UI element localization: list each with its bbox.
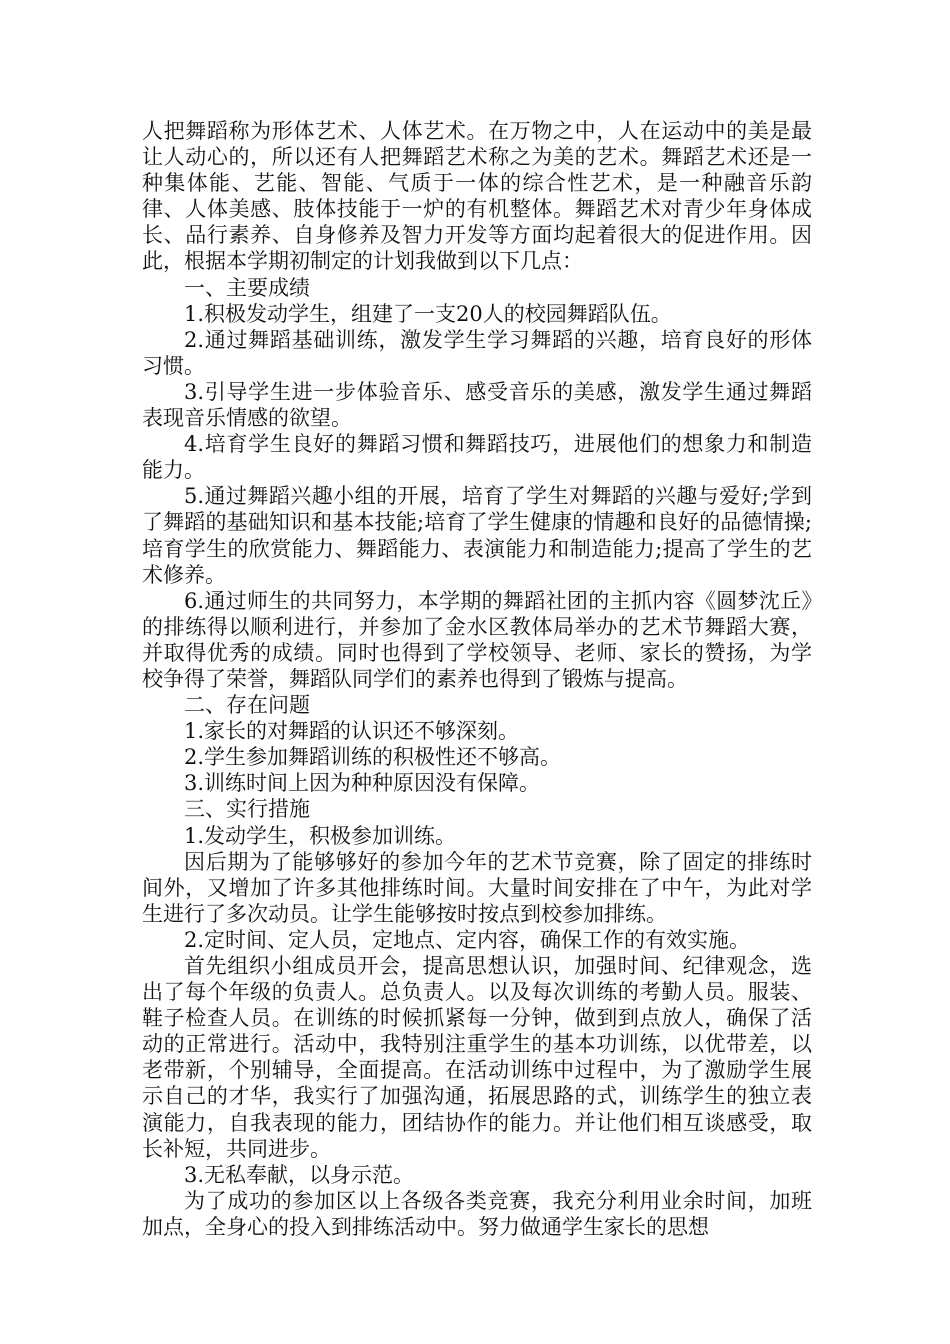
section-heading-achievements: 一、主要成绩 bbox=[184, 275, 310, 300]
measure-3-body: 为了成功的参加区以上各级各类竞赛，我充分利用业余时间，加班加点，全身心的投入到排练活动中。努力做通学生家长的思想 bbox=[142, 1188, 812, 1239]
measure-2-body: 首先组织小组成员开会，提高思想认识，加强时间、纪律观念，选出了每个年级的负责人。总负责人。以及每次训练的考勤人员。服装、鞋子检查人员。在训练的时候抓紧每一分钟，做到到点放人，确保了活动的正常进行。活动中，我特别注重学生的基本功训练，以优带差，以老带新，个别辅导，全面提高。在活动训练中过程中，为了激励学生展示自己的才华，我实行了加强沟通，拓展思路的式，训练学生的独立表演能力，自我表现的能力，团结协作的能力。并让他们相互谈感受，取长补短，共同进步。 bbox=[142, 954, 812, 1161]
intro-paragraph: 人把舞蹈称为形体艺术、人体艺术。在万物之中，人在运动中的美是最让人动心的，所以还有人把舞蹈艺术称之为美的艺术。舞蹈艺术还是一种集体能、艺能、智能、气质于一体的综合性艺术，是一种融音乐韵律、人体美感、肢体技能于一炉的有机整体。舞蹈艺术对青少年身体成长、品行素养、自身修养及智力开发等方面均起着很大的促进作用。因此，根据本学期初制定的计划我做到以下几点： bbox=[142, 119, 812, 274]
document-page bbox=[142, 118, 812, 1240]
measure-item-2: 2.定时间、定人员，定地点、定内容，确保工作的有效实施。 bbox=[184, 927, 751, 952]
measure-item-1: 1.发动学生，积极参加训练。 bbox=[184, 823, 457, 848]
achievement-item-5: 5.通过舞蹈兴趣小组的开展，培育了学生对舞蹈的兴趣与爱好;学到了舞蹈的基础知识和基本技能;培育了学生健康的情趣和良好的品德情操;培育学生的欣赏能力、舞蹈能力、表演能力和制造能力;提高了学生的艺术修养。 bbox=[142, 484, 812, 587]
measure-1-body: 因后期为了能够够好的参加今年的艺术节竞赛，除了固定的排练时间外，又增加了许多其他排练时间。大量时间安排在了中午，为此对学生进行了多次动员。让学生能够按时按点到校参加排练。 bbox=[142, 849, 812, 926]
section-heading-problems: 二、存在问题 bbox=[184, 693, 310, 718]
achievement-item-6: 6.通过师生的共同努力，本学期的舞蹈社团的主抓内容《圆梦沈丘》的排练得以顺利进行，并参加了金水区教体局举办的艺术节舞蹈大赛，并取得优秀的成绩。同时也得到了学校领导、老师、家长的赞扬，为学校争得了荣誉，舞蹈队同学们的素养也得到了锻炼与提高。 bbox=[142, 588, 812, 691]
section-heading-measures: 三、实行措施 bbox=[184, 797, 310, 822]
achievement-item-3: 3.引导学生进一步体验音乐、感受音乐的美感，激发学生通过舞蹈表现音乐情感的欲望。 bbox=[142, 379, 812, 431]
measure-item-3: 3.无私奉献，以身示范。 bbox=[184, 1162, 415, 1187]
problem-item-2: 2.学生参加舞蹈训练的积极性还不够高。 bbox=[184, 745, 562, 770]
achievement-item-4: 4.培育学生良好的舞蹈习惯和舞蹈技巧，进展他们的想象力和制造能力。 bbox=[142, 432, 812, 483]
problem-item-1: 1.家长的对舞蹈的认识还不够深刻。 bbox=[184, 719, 520, 744]
achievement-item-1: 1.积极发动学生，组建了一支20人的校园舞蹈队伍。 bbox=[184, 301, 672, 326]
problem-item-3: 3.训练时间上因为种种原因没有保障。 bbox=[184, 771, 541, 796]
achievement-item-2: 2.通过舞蹈基础训练，激发学生学习舞蹈的兴趣，培育良好的形体习惯。 bbox=[142, 327, 812, 378]
